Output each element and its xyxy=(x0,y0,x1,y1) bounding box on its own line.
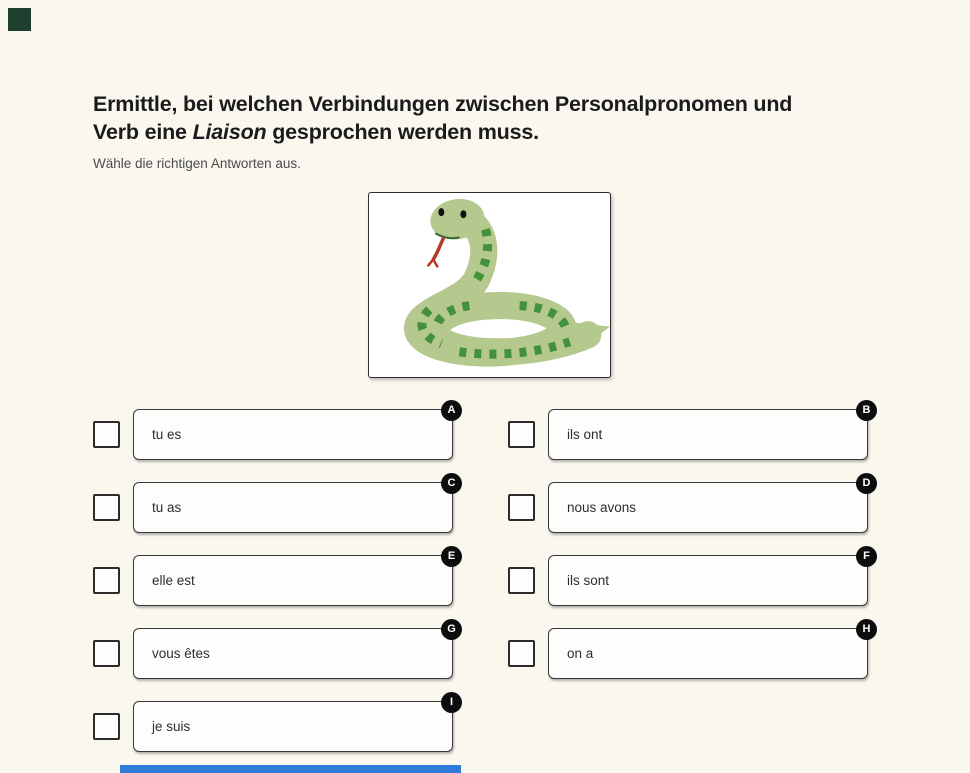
answer-label: elle est xyxy=(152,573,195,588)
option-checkbox-h[interactable] xyxy=(508,640,535,667)
answer-box-b[interactable] xyxy=(548,404,871,460)
option-badge-b: B xyxy=(856,400,877,421)
answer-box-e[interactable] xyxy=(133,550,456,606)
option-badge-g: G xyxy=(441,619,462,640)
answer-label: ils ont xyxy=(567,427,603,442)
question-title xyxy=(93,90,823,146)
option-item-f xyxy=(508,550,870,606)
option-checkbox-b[interactable] xyxy=(508,421,535,448)
answer-options xyxy=(93,404,871,752)
option-checkbox-c[interactable] xyxy=(93,494,120,521)
video-progress-bar[interactable] xyxy=(120,765,461,773)
option-checkbox-a[interactable] xyxy=(93,421,120,448)
snake-illustration xyxy=(369,193,610,377)
answer-box-g[interactable] xyxy=(133,623,456,679)
answer-label: nous avons xyxy=(567,500,637,515)
answer-label: ils sont xyxy=(567,573,610,588)
answer-label: on a xyxy=(567,646,594,661)
option-item-e xyxy=(93,550,456,606)
answer-label: tu as xyxy=(152,500,182,515)
answer-label: vous êtes xyxy=(152,646,210,661)
option-badge-i: I xyxy=(441,692,462,713)
option-item-d xyxy=(508,477,871,533)
option-item-g xyxy=(93,623,456,679)
option-checkbox-e[interactable] xyxy=(93,567,120,594)
option-badge-e: E xyxy=(441,546,462,567)
option-item-c xyxy=(93,477,456,533)
player-corner-square xyxy=(8,8,31,31)
question-instruction: Wähle die richtigen Antworten aus. xyxy=(93,156,301,171)
option-checkbox-i[interactable] xyxy=(93,713,120,740)
answer-box-f[interactable] xyxy=(548,550,870,606)
answer-label: tu es xyxy=(152,427,182,442)
option-badge-a: A xyxy=(441,400,462,421)
answer-box-a[interactable] xyxy=(133,404,456,460)
answer-box-i[interactable] xyxy=(133,696,454,752)
snake-tongue xyxy=(428,238,443,266)
title-line2-after: gesprochen werden muss. xyxy=(266,120,539,144)
option-badge-d: D xyxy=(856,473,877,494)
answer-box-h[interactable] xyxy=(548,623,871,679)
answer-box-d[interactable] xyxy=(548,477,871,533)
option-checkbox-d[interactable] xyxy=(508,494,535,521)
image-card xyxy=(368,192,611,378)
option-item-a xyxy=(93,404,456,460)
option-item-b xyxy=(508,404,871,460)
title-italic-term: Liaison xyxy=(192,120,267,144)
option-item-i xyxy=(93,696,454,752)
option-checkbox-f[interactable] xyxy=(508,567,535,594)
option-checkbox-g[interactable] xyxy=(93,640,120,667)
option-item-h xyxy=(508,623,871,679)
answer-label: je suis xyxy=(152,719,191,734)
title-line1: Ermittle, bei welchen Verbindungen zwischen Personalpronomen und xyxy=(93,92,793,116)
title-line2-before: Verb eine xyxy=(93,120,193,144)
option-badge-c: C xyxy=(441,473,462,494)
option-badge-h: H xyxy=(856,619,877,640)
option-badge-f: F xyxy=(856,546,877,567)
answer-box-c[interactable] xyxy=(133,477,456,533)
